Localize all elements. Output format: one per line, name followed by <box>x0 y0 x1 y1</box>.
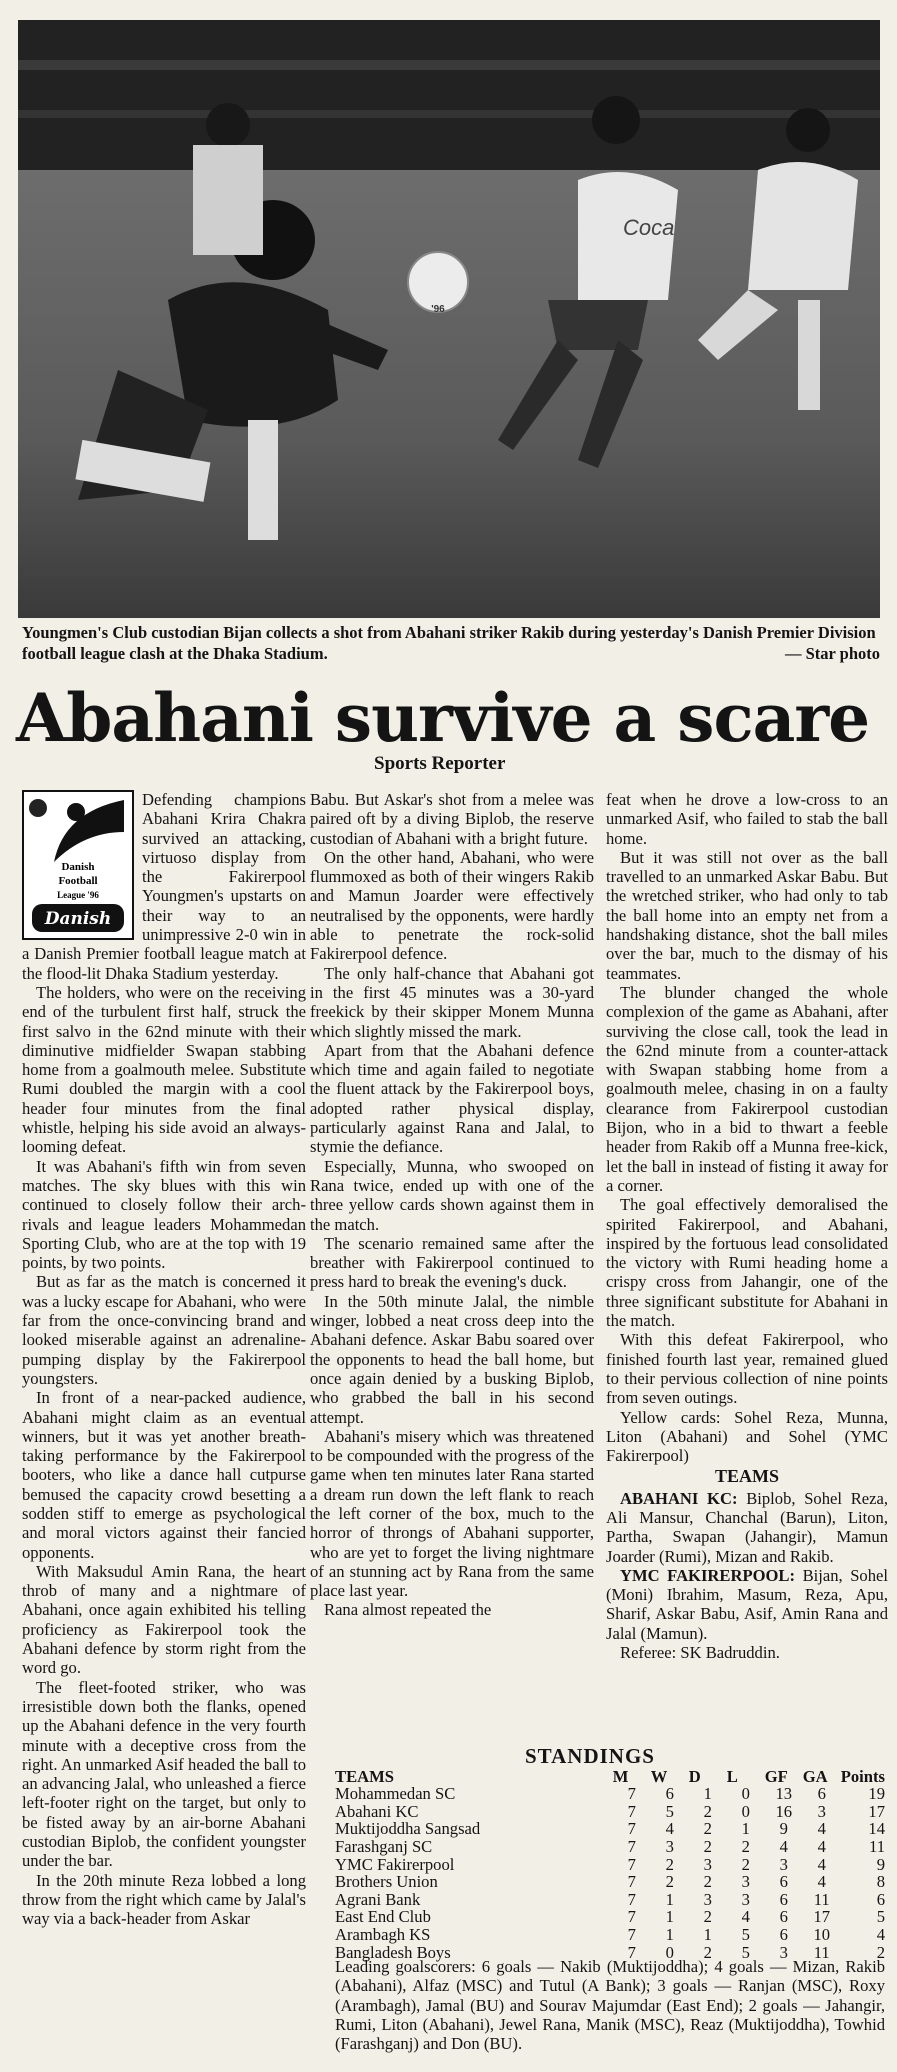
danish-logo-icon <box>24 792 132 938</box>
header-w: W <box>650 1766 668 1786</box>
header-gf: GF <box>764 1766 788 1786</box>
table-row <box>335 1838 885 1856</box>
photo-caption <box>22 622 880 664</box>
article-column-2 <box>310 790 594 1620</box>
stat-cell: 17 <box>868 1801 885 1821</box>
paragraph: In front of a near-packed audience, Abahani might claim as an eventual winners, but it was yet another breath-taking performance by the Fakirerpool booters, who like a dance hall cutpurse bemused the capacity crowd besetting a sodden stiff to emerge as psychological and moral victors against their fancied opponents. <box>22 1388 306 1562</box>
paragraph: In the 50th minute Jalal, the nimble winger, lobbed a neat cross deep into the Abahani defence. Askar Babu soared over the opponents to head the ball home, but once again denied by a busking Biplob, who grabbed the ball in his second attempt. <box>310 1291 594 1427</box>
stat-cell: 5 <box>876 1907 885 1927</box>
stat-cell: 1 <box>665 1889 674 1909</box>
header-d: D <box>688 1766 701 1786</box>
danish-league-logo <box>22 790 134 940</box>
stat-cell: 7 <box>627 1819 636 1839</box>
caption-text: Youngmen's Club custodian Bijan collects a shot from Abahani striker Rakib during yesterday's Danish Premier Division football league clash at the Dhaka Stadium. <box>22 623 876 663</box>
stat-cell: 6 <box>817 1784 826 1804</box>
paragraph: But as far as the match is concerned it was a lucky escape for Abahani, who were far from the once-convincing brand and looked miserable against an adrenaline-pumping display by the Fakirerpool youngsters. <box>22 1272 306 1388</box>
table-row <box>335 1785 885 1803</box>
logo-line1: Danish <box>61 861 95 873</box>
stat-cell: 1 <box>665 1924 674 1944</box>
referee: Referee: SK Badruddin. <box>620 1643 780 1663</box>
football-match-photo-icon <box>18 20 880 618</box>
paragraph: It was Abahani's fifth win from seven matches. The sky blues with this win continued to closely follow their arch-rivals and league leaders Mohammedan Sporting Club, who are at the top with 19 points, by two points. <box>22 1156 306 1273</box>
paragraph: Abahani's misery which was threatened to be compounded with the progress of the game when ten minutes later Rana started a dream run down the left flank to reach the left corner of the box, much to the horror of throngs of Abahani supporter, who are yet to forget the living nightmare of an stunning act by Rana from the same place last year. <box>310 1426 594 1601</box>
paragraph: But it was still not over as the ball travelled to an unmarked Askar Babu. But the wretched striker, who had only to tab the ball home into an empty net from a handshaking distance, shot the ball miles over the bar, much to the dismay of his teammates. <box>606 847 888 983</box>
team-name-cell: Abahani KC <box>335 1801 419 1821</box>
paragraph: With this defeat Fakirerpool, who finished fourth last year, remained glued to their pervious collection of nine points from seven outings. <box>606 1330 888 1408</box>
stat-cell: 0 <box>665 1942 674 1962</box>
photo-credit: — Star photo <box>784 644 880 663</box>
stat-cell: 14 <box>868 1819 885 1839</box>
stat-cell: 5 <box>741 1924 750 1944</box>
logo-line3: League '96 <box>57 890 99 900</box>
stat-cell: 19 <box>868 1784 885 1804</box>
stat-cell: 6 <box>779 1889 788 1909</box>
stat-cell: 2 <box>703 1872 712 1892</box>
standings-title: STANDINGS <box>525 1744 655 1768</box>
stat-cell: 2 <box>703 1801 712 1821</box>
paragraph: Apart from that the Abahani defence which time and again failed to negotiate the fluent attack by the Fakirerpool boys, adopted rather physical display, particularly against Rana and Jalal, to stymie the defiance. <box>310 1040 594 1157</box>
shirt-text: Coca <box>623 215 675 240</box>
byline: Sports Reporter <box>374 753 506 774</box>
stat-cell: 7 <box>627 1784 636 1804</box>
stat-cell: 0 <box>741 1801 750 1821</box>
stat-cell: 3 <box>779 1942 788 1962</box>
stat-cell: 9 <box>876 1854 885 1874</box>
team-name-cell: East End Club <box>335 1907 431 1927</box>
table-row <box>335 1873 885 1891</box>
paragraph: With Maksudul Amin Rana, the heart throb of many and a nightmare of Abahani, once again exhibited his telling proficiency as Fakirerpool took the Abahani defence by storm right from the word go. <box>22 1561 306 1678</box>
team-name-cell: Arambagh KS <box>335 1924 431 1944</box>
stat-cell: 4 <box>779 1836 788 1856</box>
team-name-cell: Brothers Union <box>335 1872 438 1892</box>
teams-ymc-label: YMC FAKIRERPOOL: <box>620 1565 796 1585</box>
stat-cell: 1 <box>703 1924 712 1944</box>
team-name-cell: Bangladesh Boys <box>335 1942 451 1962</box>
stat-cell: 2 <box>665 1872 674 1892</box>
header-points: Points <box>840 1766 885 1786</box>
stat-cell: 13 <box>775 1784 793 1804</box>
stat-cell: 4 <box>817 1854 826 1874</box>
header-l: L <box>726 1766 738 1786</box>
header-teams: TEAMS <box>335 1766 395 1786</box>
standings-header-row <box>335 1768 885 1786</box>
header-m: M <box>612 1766 629 1786</box>
paragraph: Especially, Munna, who swooped on Rana twice, ended up with one of the three yellow cards shown against them in the match. <box>310 1156 594 1234</box>
logo-brand: Danish <box>44 909 112 929</box>
stat-cell: 1 <box>703 1784 712 1804</box>
paragraph: On the other hand, Abahani, who were flummoxed as both of their wingers Rakib and Mamun Joarder were effectively neutralised by the opponents, were hardly able to penetrate the rock-solid Fakirerpool defence. <box>310 847 594 964</box>
teams-ymc-list: Bijan, Sohel (Moni) Ibrahim, Masum, Reza, Apu, Sharif, Askar Babu, Asif, Amin Rana and Jalal (Mamun). <box>606 1565 889 1643</box>
stat-cell: 6 <box>779 1924 788 1944</box>
ball-text: '96 <box>431 304 445 315</box>
stat-cell: 7 <box>627 1836 636 1856</box>
stat-cell: 11 <box>869 1836 885 1856</box>
stat-cell: 6 <box>665 1784 674 1804</box>
stat-cell: 7 <box>627 1801 636 1821</box>
team-name-cell: Agrani Bank <box>335 1889 421 1909</box>
stat-cell: 3 <box>817 1801 826 1821</box>
teams-abahani-list: Biplob, Sohel Reza, Ali Mansur, Chanchal (Barun), Liton, Partha, Swapan (Jahangir), Mamun Joarder (Rumi), Mizan and Rakib. <box>606 1488 889 1566</box>
stat-cell: 4 <box>665 1819 674 1839</box>
stat-cell: 3 <box>703 1889 712 1909</box>
stat-cell: 11 <box>813 1942 830 1962</box>
stat-cell: 8 <box>876 1872 885 1892</box>
table-row <box>335 1820 885 1838</box>
stat-cell: 1 <box>741 1819 750 1839</box>
paragraph: The holders, who were on the receiving end of the turbulent first half, struck the first salvo in the 62nd minute with their diminutive midfielder Swapan stabbing home from a goalmouth melee. Substitute Rumi doubled the margin with a cool header four minutes from the final whistle, helping his side avoid an always-looming defeat. <box>22 982 306 1157</box>
stat-cell: 2 <box>703 1836 712 1856</box>
stat-cell: 6 <box>876 1889 885 1909</box>
stat-cell: 2 <box>741 1836 750 1856</box>
table-row <box>335 1926 885 1944</box>
paragraph: The only half-chance that Abahani got in the first 45 minutes was a 30-yard freekick by their skipper Monem Munna which slightly missed the mark. <box>310 963 594 1041</box>
standings-grid <box>335 1768 885 1962</box>
stat-cell: 7 <box>627 1942 636 1962</box>
paragraph: Yellow cards: Sohel Reza, Munna, Liton (Abahani) and Sohel (YMC Fakirerpool) <box>606 1407 888 1466</box>
paragraph: In the 20th minute Reza lobbed a long throw from the right which came by Jalal's way via a back-header from Askar <box>22 1870 306 1929</box>
team-name-cell: Farashganj SC <box>335 1836 433 1856</box>
stat-cell: 2 <box>703 1942 712 1962</box>
stat-cell: 9 <box>779 1819 788 1839</box>
stat-cell: 5 <box>741 1942 750 1962</box>
paragraph: The goal effectively demoralised the spirited Fakirerpool, and Abahani, inspired by the fortuous lead consolidated the victory with Rumi heading home a crispy cross from Jahangir, one of the three significant substitute for Abahani in the match. <box>606 1195 888 1331</box>
table-row <box>335 1856 885 1874</box>
stat-cell: 1 <box>665 1907 674 1927</box>
paragraph: Defending champions Abahani Krira Chakra survived an attacking, virtuoso display from the Fakirerpool Youngmen's upstarts on their way to an unimpressive 2-0 win in a Danish Premier football league match at the flood-lit Dhaka Stadium yesterday. <box>22 790 306 983</box>
paragraph: The scenario remained same after the breather with Fakirerpool continued to press hard to break the evening's duck. <box>310 1233 594 1292</box>
stat-cell: 2 <box>665 1854 674 1874</box>
stat-cell: 2 <box>703 1819 712 1839</box>
stat-cell: 4 <box>741 1907 750 1927</box>
paragraph: The fleet-footed striker, who was irresistible down both the flanks, opened up the Abahani defence in the very fourth minute with a deceptive cross from the right. An unmarked Asif headed the ball to an advancing Jalal, who unleashed a fierce left-footer right on the target, but only to be fisted away by an air-borne Abahani custodian Biplob, the confident youngster under the bar. <box>22 1677 306 1871</box>
header-ga: GA <box>802 1766 828 1786</box>
paragraph: Babu. But Askar's shot from a melee was paired oft by a diving Biplob, the reserve custodian of Abahani with a bright future. <box>310 790 594 848</box>
article-column-1 <box>22 790 306 1929</box>
stat-cell: 7 <box>627 1854 636 1874</box>
stat-cell: 3 <box>779 1854 788 1874</box>
stat-cell: 4 <box>817 1872 826 1892</box>
stat-cell: 4 <box>817 1819 826 1839</box>
teams-abahani-label: ABAHANI KC: <box>620 1488 738 1508</box>
stat-cell: 4 <box>876 1924 885 1944</box>
stat-cell: 3 <box>703 1854 712 1874</box>
paragraph: feat when he drove a low-cross to an unmarked Asif, who failed to stab the ball home. <box>606 790 888 848</box>
logo-line2: Football <box>58 875 98 887</box>
table-row <box>335 1908 885 1926</box>
team-name-cell: YMC Fakirerpool <box>335 1854 455 1874</box>
paragraph: The blunder changed the whole complexion of the game as Abahani, after surviving the close call, took the lead in the 62nd minute from a counter-attack with Swapan stabbing home from a goalmouth melee, chasing in on a faulty clearance from Fakirerpool custodian Bijon, who in a bid to thwart a feeble header from Rakib off a Munna free-kick, let the ball in instead of fisting it away for a corner. <box>606 982 888 1195</box>
table-row <box>335 1891 885 1909</box>
stat-cell: 3 <box>741 1889 750 1909</box>
stat-cell: 3 <box>741 1872 750 1892</box>
stat-cell: 7 <box>627 1872 636 1892</box>
stat-cell: 17 <box>813 1907 831 1927</box>
teams-abahani <box>606 1489 888 1566</box>
stat-cell: 2 <box>703 1907 712 1927</box>
stat-cell: 6 <box>779 1872 788 1892</box>
stat-cell: 11 <box>813 1889 830 1909</box>
stat-cell: 7 <box>627 1907 636 1927</box>
team-name-cell: Muktijoddha Sangsad <box>335 1819 481 1839</box>
headline: Abahani survive a scare <box>16 679 870 757</box>
paragraph: Rana almost repeated the <box>324 1600 492 1620</box>
standings-table <box>335 1744 885 1962</box>
stat-cell: 0 <box>741 1784 750 1804</box>
teams-ymc <box>606 1566 888 1643</box>
stat-cell: 7 <box>627 1924 636 1944</box>
teams-heading: TEAMS <box>714 1466 779 1487</box>
stat-cell: 2 <box>741 1854 750 1874</box>
stat-cell: 10 <box>813 1924 831 1944</box>
leading-goalscorers: Leading goalscorers: 6 goals — Nakib (Muktijoddha); 4 goals — Mizan, Rakib (Abahani), Alfaz (MSC) and Tutul (A Bank); 3 goals — Ranjan (MSC), Roxy (Arambagh), Jamal (BU) and Sourav Majumdar (East End); 2 goals — Jahangir, Rumi, Liton (Abahani), Jewel Rana, Manik (MSC), Reaz (Muktijoddha), Towhid (Farashganj) and Don (BU). <box>335 1957 885 2054</box>
match-photo <box>18 20 880 618</box>
table-row <box>335 1803 885 1821</box>
team-name-cell: Mohammedan SC <box>335 1784 456 1804</box>
stat-cell: 5 <box>665 1801 674 1821</box>
stat-cell: 2 <box>876 1942 885 1962</box>
article-column-3 <box>606 790 888 1662</box>
stat-cell: 6 <box>779 1907 788 1927</box>
stat-cell: 3 <box>665 1836 674 1856</box>
stat-cell: 7 <box>627 1889 636 1909</box>
stat-cell: 16 <box>775 1801 793 1821</box>
stat-cell: 4 <box>817 1836 826 1856</box>
